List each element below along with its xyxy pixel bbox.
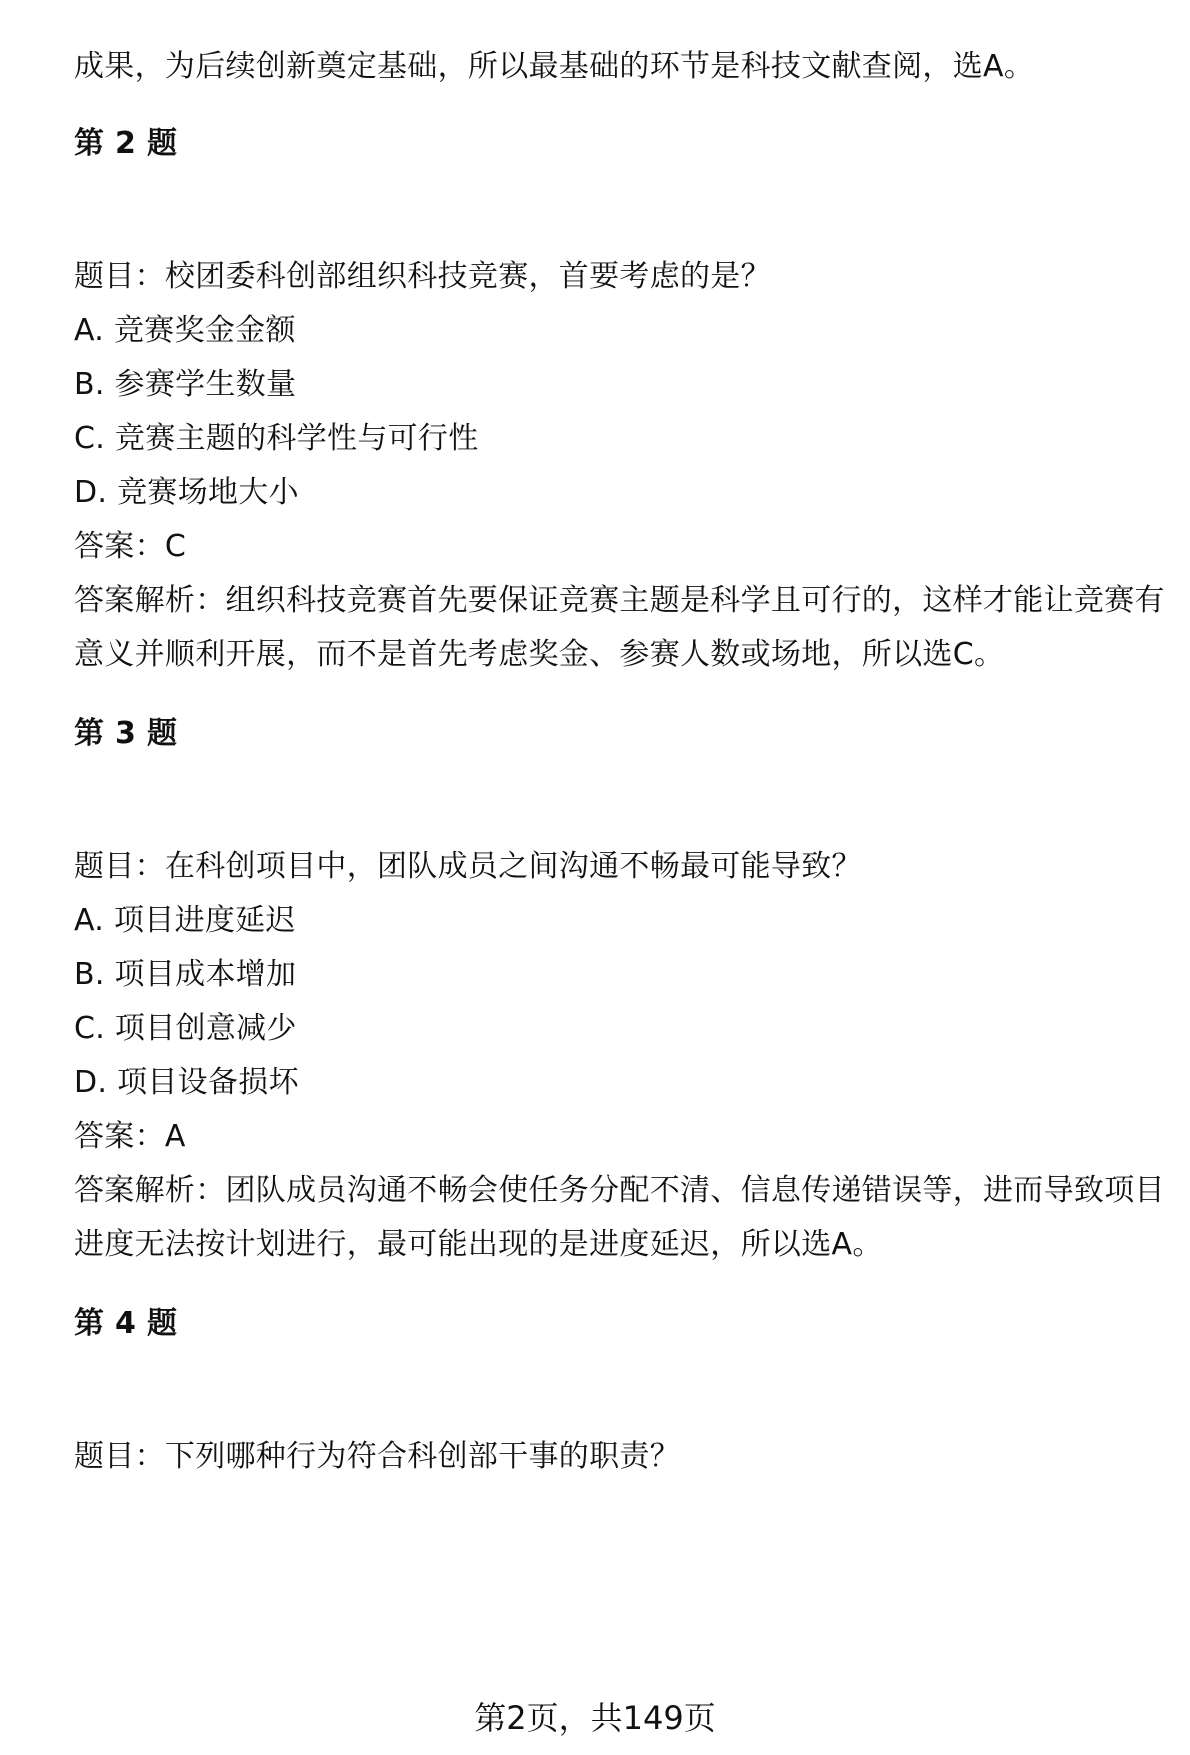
question-text: 题目：在科创项目中，团队成员之间沟通不畅最可能导致？ bbox=[74, 849, 862, 884]
explanation-line: 意义并顺利开展，而不是首先考虑奖金、参赛人数或场地，所以选C。 bbox=[74, 637, 1005, 672]
option-d: D. 项目设备损坏 bbox=[74, 1065, 299, 1100]
explanation-line: 进度无法按计划进行，最可能出现的是进度延迟，所以选A。 bbox=[74, 1227, 883, 1262]
option-b: B. 参赛学生数量 bbox=[74, 367, 297, 402]
option-d: D. 竞赛场地大小 bbox=[74, 475, 299, 510]
explanation-line: 答案解析：组织科技竞赛首先要保证竞赛主题是科学且可行的，这样才能让竞赛有 bbox=[74, 583, 1165, 618]
option-c: C. 项目创意减少 bbox=[74, 1011, 297, 1046]
question-text: 题目：校团委科创部组织科技竞赛，首要考虑的是？ bbox=[74, 259, 771, 294]
question-text: 题目：下列哪种行为符合科创部干事的职责？ bbox=[74, 1439, 680, 1474]
page-number-footer: 第2页，共149页 bbox=[474, 1699, 716, 1737]
option-a: A. 竞赛奖金金额 bbox=[74, 313, 296, 348]
question-heading: 第 4 题 bbox=[74, 1306, 178, 1341]
explanation-continuation: 成果，为后续创新奠定基础，所以最基础的环节是科技文献查阅，选A。 bbox=[74, 49, 1035, 84]
option-c: C. 竞赛主题的科学性与可行性 bbox=[74, 421, 479, 456]
answer: 答案：C bbox=[74, 529, 187, 564]
question-heading: 第 3 题 bbox=[74, 716, 178, 751]
answer: 答案：A bbox=[74, 1119, 186, 1154]
explanation-line: 答案解析：团队成员沟通不畅会使任务分配不清、信息传递错误等，进而导致项目 bbox=[74, 1173, 1165, 1208]
option-a: A. 项目进度延迟 bbox=[74, 903, 296, 938]
option-b: B. 项目成本增加 bbox=[74, 957, 297, 992]
question-heading: 第 2 题 bbox=[74, 126, 178, 161]
